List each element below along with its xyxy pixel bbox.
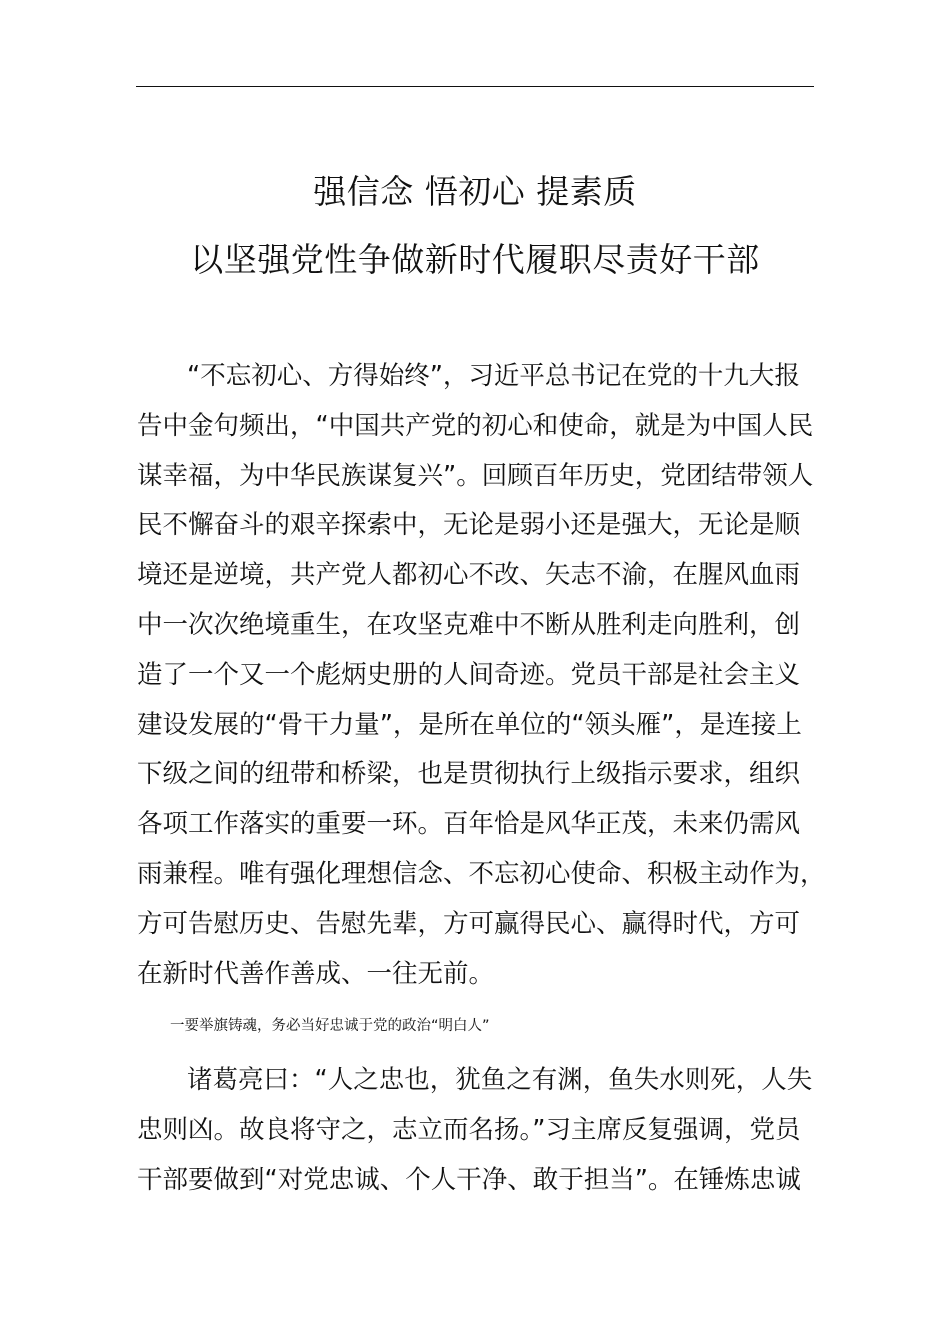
title-line-1: 强信念 悟初心 提素质 — [313, 172, 637, 211]
paragraph-line: 告中金句频出，“中国共产党的初心和使命，就是为中国人民 — [137, 410, 814, 441]
paragraph-line: 境还是逆境，共产党人都初心不改、矢志不渝，在腥风血雨 — [137, 560, 801, 591]
paragraph-line: 各项工作落实的重要一环。百年恰是风华正茂，未来仍需风 — [137, 809, 801, 840]
paragraph-line: 干部要做到“对党忠诚、个人干净、敢于担当”。在锤炼忠诚 — [137, 1164, 801, 1195]
paragraph-line: 方可告慰历史、告慰先辈，方可赢得民心、赢得时代，方可 — [137, 908, 801, 939]
paragraph-line: 建设发展的“骨干力量”，是所在单位的“领头雁”，是连接上 — [137, 709, 802, 740]
title-line-2: 以坚强党性争做新时代履职尽责好干部 — [190, 240, 760, 279]
paragraph-line: 民不懈奋斗的艰辛探索中，无论是弱小还是强大，无论是顺 — [137, 510, 801, 541]
header-rule — [136, 86, 814, 87]
paragraph-line: 中一次次绝境重生，在攻坚克难中不断从胜利走向胜利，创 — [137, 609, 801, 640]
paragraph-line: 下级之间的纽带和桥梁，也是贯彻执行上级指示要求，组织 — [137, 759, 801, 790]
paragraph-2 — [137, 1056, 837, 1205]
paragraph-line: 雨兼程。唯有强化理想信念、不忘初心使命、积极主动作为， — [137, 858, 826, 889]
paragraph-line: 谋幸福，为中华民族谋复兴”。回顾百年历史，党团结带领人 — [137, 460, 814, 491]
paragraph-line: 忠则凶。故良将守之，志立而名扬。”习主席反复强调，党员 — [137, 1114, 801, 1145]
paragraph-line: 在新时代善作善成、一往无前。 — [137, 958, 495, 989]
paragraph-line: 造了一个又一个彪炳史册的人间奇迹。党员干部是社会主义 — [137, 659, 801, 690]
paragraph-1 — [137, 352, 837, 999]
paragraph-line: “不忘初心、方得始终”，习近平总书记在党的十九大报 — [187, 361, 800, 391]
paragraph-line: 诸葛亮曰：“人之忠也，犹鱼之有渊，鱼失水则死，人失 — [187, 1065, 813, 1095]
section-subheading: 一要举旗铸魂，务必当好忠诚于党的政治“明白人” — [170, 1018, 490, 1034]
